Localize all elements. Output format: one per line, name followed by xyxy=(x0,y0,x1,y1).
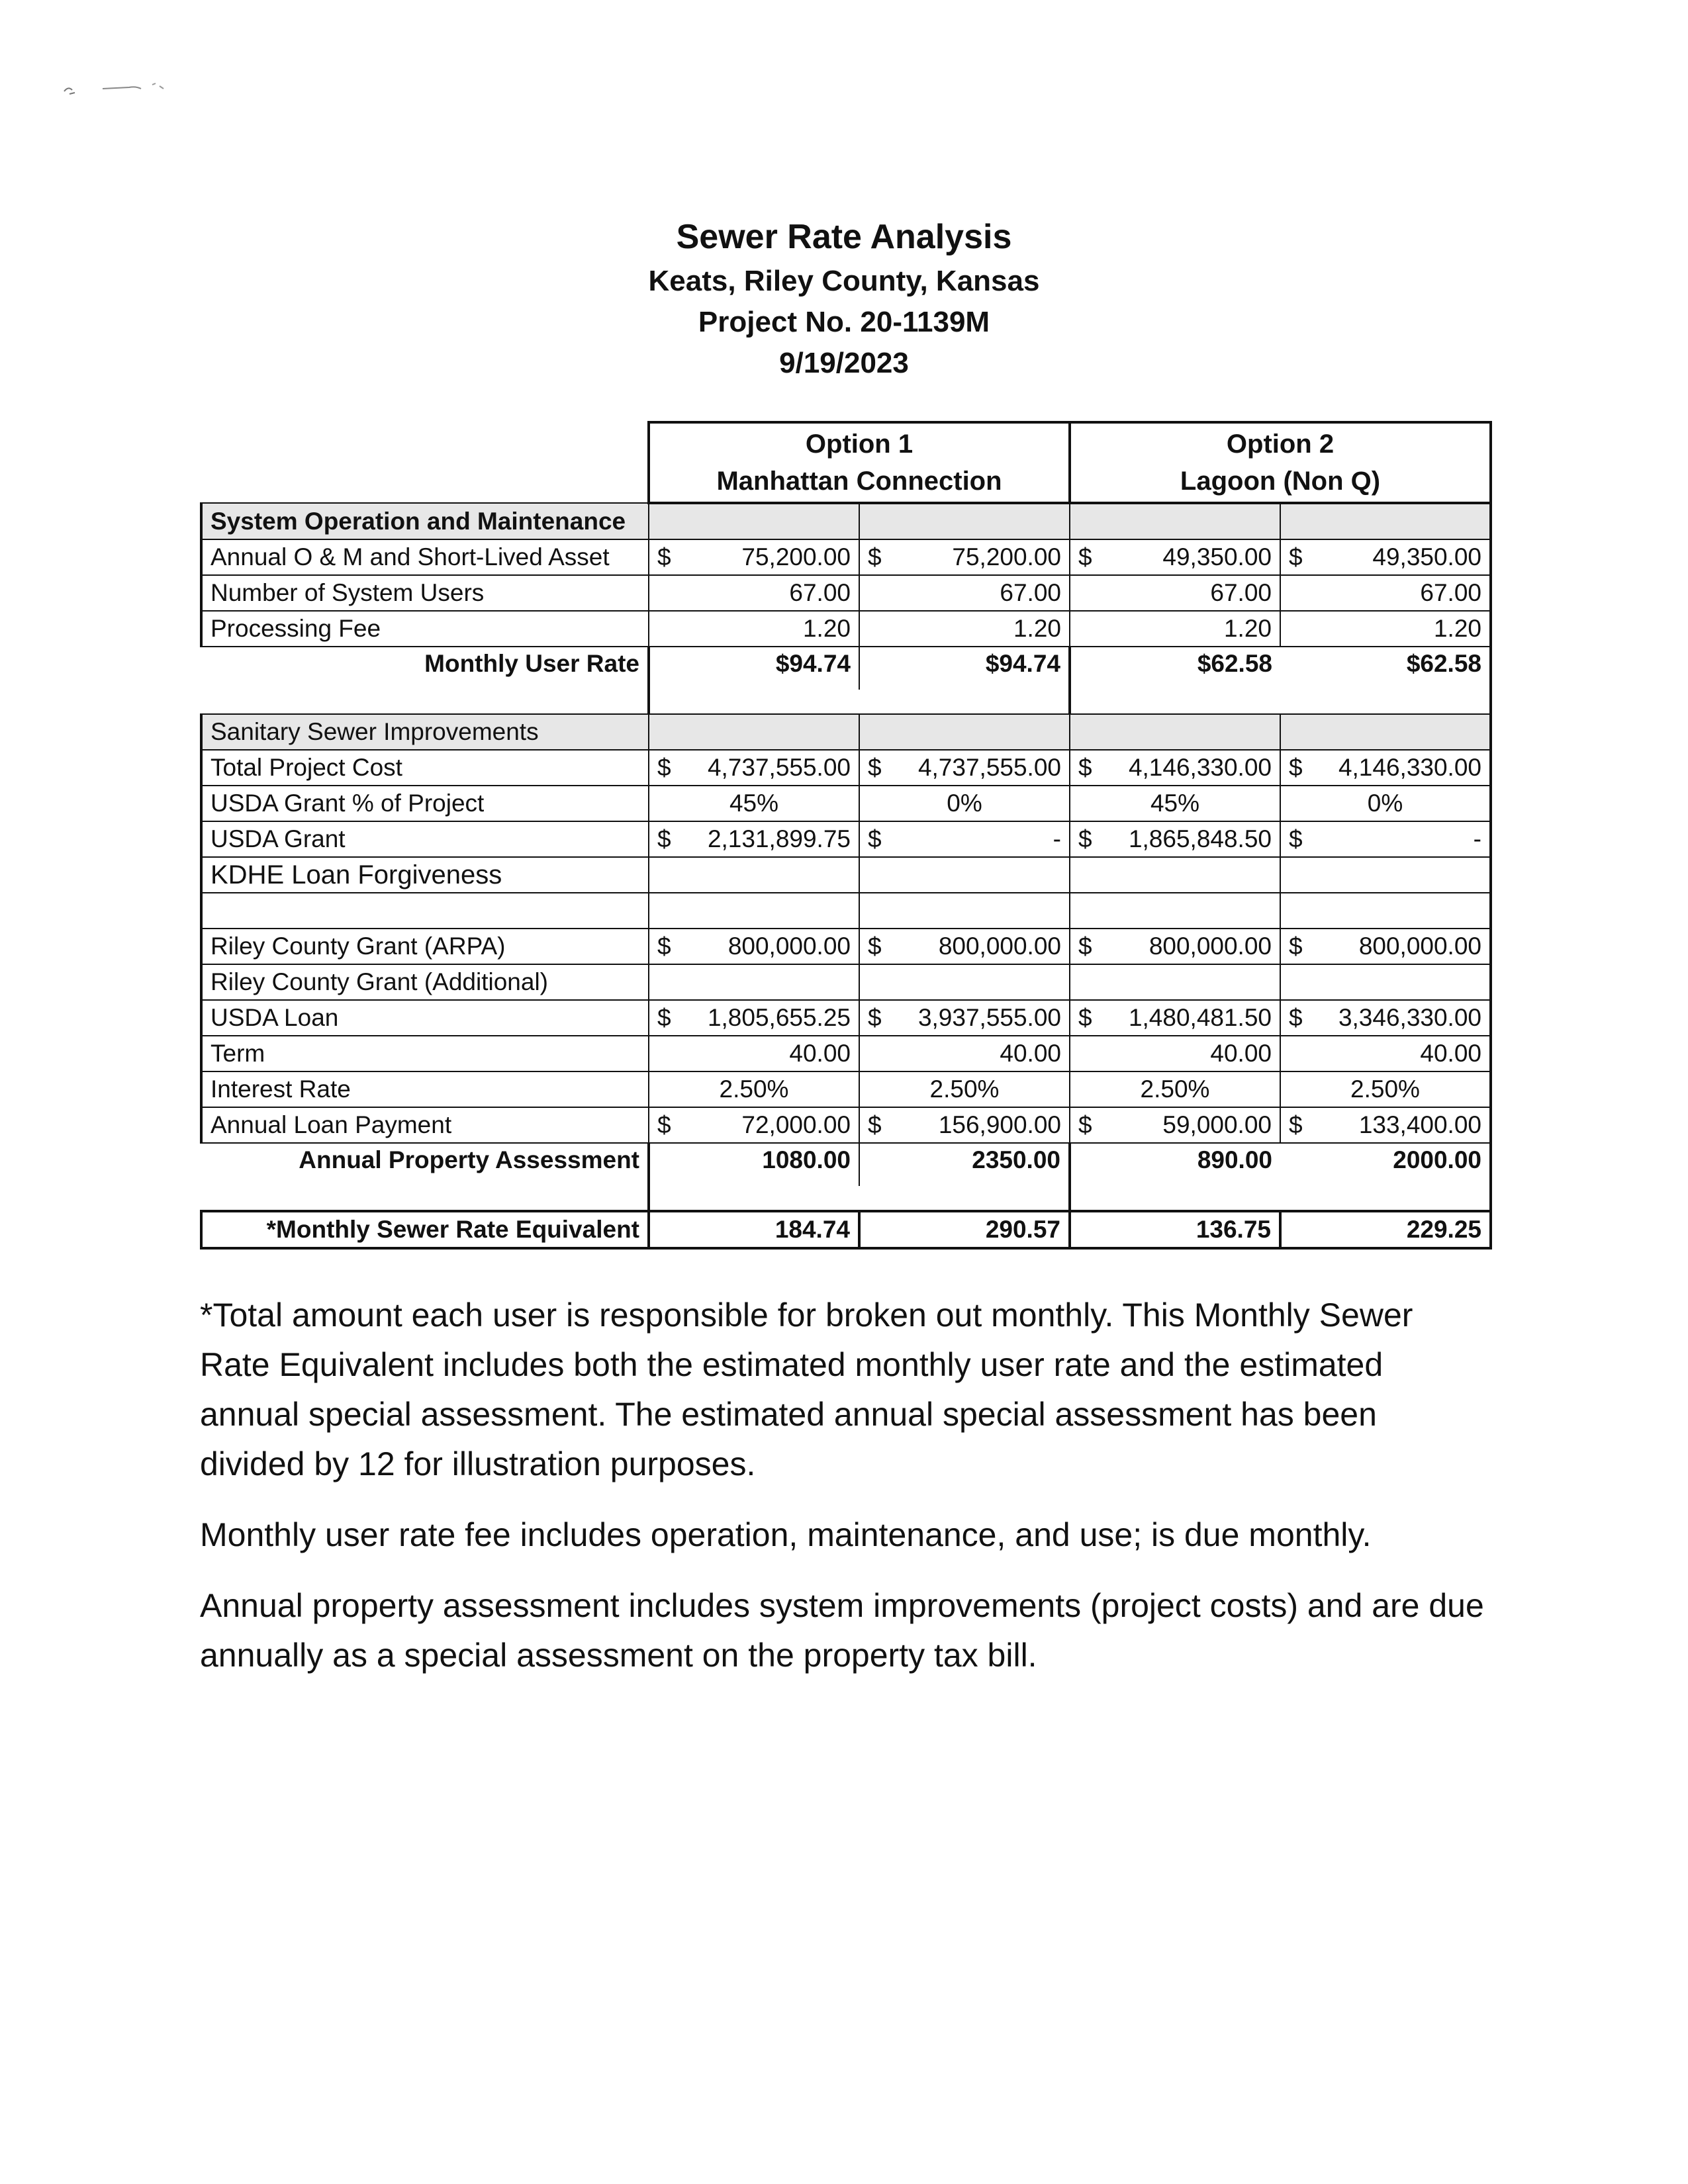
option-2-header xyxy=(1070,422,1491,503)
cell-equivalent-3: 136.75 xyxy=(1070,1211,1280,1248)
cell-term-4: 40.00 xyxy=(1280,1036,1491,1071)
row-label: Annual Loan Payment xyxy=(201,1107,649,1143)
cell-grant-pct-3: 45% xyxy=(1070,786,1280,821)
cell-users-2: 67.00 xyxy=(859,575,1070,611)
cell-assessment-1: 1080.00 xyxy=(649,1143,859,1186)
cell-arpa-3: $ 800,000.00 xyxy=(1070,929,1280,964)
footnote-user-rate: Monthly user rate fee includes operation, maintenance, and use; is due monthly. xyxy=(200,1516,1372,1553)
row-label: Riley County Grant (ARPA) xyxy=(201,929,649,964)
options-header-row xyxy=(201,422,1491,503)
document-title: Sewer Rate Analysis xyxy=(676,218,1012,256)
cell-payment-2: $ 156,900.00 xyxy=(859,1107,1070,1143)
om-fee-row xyxy=(201,611,1491,647)
option-2-label: Option 2 xyxy=(1226,430,1335,459)
cell-rate-1: 2.50% xyxy=(649,1071,859,1107)
cell-grant-2: $ - xyxy=(859,821,1070,857)
cell-rate-3: 2.50% xyxy=(1070,1071,1280,1107)
term-row xyxy=(201,1036,1491,1071)
row-label: Riley County Grant (Additional) xyxy=(201,964,649,1000)
row-label: USDA Loan xyxy=(201,1000,649,1036)
cell-term-2: 40.00 xyxy=(859,1036,1070,1071)
project-cost-row xyxy=(201,750,1491,786)
cell-grant-1: $ 2,131,899.75 xyxy=(649,821,859,857)
cell-fee-1: 1.20 xyxy=(649,611,859,647)
cell-arpa-2: $ 800,000.00 xyxy=(859,929,1070,964)
cell-annual-3: $ 49,350.00 xyxy=(1070,539,1280,575)
cell-rate-2: 2.50% xyxy=(859,1071,1070,1107)
cell-monthly-4: $62.58 xyxy=(1280,647,1491,690)
om-heading-row xyxy=(201,503,1491,539)
cell-payment-1: $ 72,000.00 xyxy=(649,1107,859,1143)
cell-payment-4: $ 133,400.00 xyxy=(1280,1107,1491,1143)
title-block xyxy=(0,213,1688,384)
cell-assessment-4: 2000.00 xyxy=(1280,1143,1491,1186)
option-2-name: Lagoon (Non Q) xyxy=(1180,467,1381,496)
cell-monthly-3: $62.58 xyxy=(1070,647,1280,690)
cell-monthly-1: $94.74 xyxy=(649,647,859,690)
cell-annual-4: $ 49,350.00 xyxy=(1280,539,1491,575)
cell-term-1: 40.00 xyxy=(649,1036,859,1071)
footnotes xyxy=(200,1291,1491,1702)
kdhe-row xyxy=(201,857,1491,893)
row-label: USDA Grant % of Project xyxy=(201,786,649,821)
cell-grant-pct-2: 0% xyxy=(859,786,1070,821)
usda-loan-row xyxy=(201,1000,1491,1036)
row-label: Monthly User Rate xyxy=(201,647,649,690)
row-label: Number of System Users xyxy=(201,575,649,611)
cell-loan-4: $ 3,346,330.00 xyxy=(1280,1000,1491,1036)
option-1-header xyxy=(649,422,1070,503)
arpa-row xyxy=(201,929,1491,964)
improvements-heading: Sanitary Sewer Improvements xyxy=(201,714,649,750)
footnote-equivalent: *Total amount each user is responsible for broken out monthly. This Monthly Sewer Rate Equivalent includes both the estimated monthly user rate and the estimated annual special assessment. The estimated annual special assessment has been divided by 12 for illustration purposes. xyxy=(200,1297,1413,1482)
cell-arpa-1: $ 800,000.00 xyxy=(649,929,859,964)
improvements-heading-row xyxy=(201,714,1491,750)
cell-fee-2: 1.20 xyxy=(859,611,1070,647)
cell-cost-4: $ 4,146,330.00 xyxy=(1280,750,1491,786)
cell-term-3: 40.00 xyxy=(1070,1036,1280,1071)
cell-loan-3: $ 1,480,481.50 xyxy=(1070,1000,1280,1036)
om-annual-row xyxy=(201,539,1491,575)
cell-equivalent-1: 184.74 xyxy=(649,1211,859,1248)
cell-payment-3: $ 59,000.00 xyxy=(1070,1107,1280,1143)
cell-monthly-2: $94.74 xyxy=(859,647,1070,690)
cell-arpa-4: $ 800,000.00 xyxy=(1280,929,1491,964)
cell-cost-2: $ 4,737,555.00 xyxy=(859,750,1070,786)
cell-assessment-2: 2350.00 xyxy=(859,1143,1070,1186)
grant-pct-row xyxy=(201,786,1491,821)
cell-rate-4: 2.50% xyxy=(1280,1071,1491,1107)
cell-users-3: 67.00 xyxy=(1070,575,1280,611)
scan-artifact-mark xyxy=(63,78,175,98)
cell-cost-1: $ 4,737,555.00 xyxy=(649,750,859,786)
cell-loan-2: $ 3,937,555.00 xyxy=(859,1000,1070,1036)
option-1-name: Manhattan Connection xyxy=(716,467,1002,496)
document-date: 9/19/2023 xyxy=(779,347,909,379)
interest-rate-row xyxy=(201,1071,1491,1107)
row-label: Total Project Cost xyxy=(201,750,649,786)
cell-annual-2: $ 75,200.00 xyxy=(859,539,1070,575)
monthly-sewer-equivalent-row xyxy=(201,1211,1491,1248)
row-label: KDHE Loan Forgiveness xyxy=(201,857,649,893)
cell-equivalent-2: 290.57 xyxy=(859,1211,1070,1248)
row-label: Annual Property Assessment xyxy=(201,1143,649,1186)
cell-users-1: 67.00 xyxy=(649,575,859,611)
option-1-label: Option 1 xyxy=(805,430,914,459)
cell-fee-3: 1.20 xyxy=(1070,611,1280,647)
additional-grant-row xyxy=(201,964,1491,1000)
monthly-user-rate-row xyxy=(201,647,1491,690)
cell-fee-4: 1.20 xyxy=(1280,611,1491,647)
footnote-assessment: Annual property assessment includes system improvements (project costs) and are due annually as a special assessment on the property tax bill. xyxy=(200,1587,1484,1674)
cell-users-4: 67.00 xyxy=(1280,575,1491,611)
cell-loan-1: $ 1,805,655.25 xyxy=(649,1000,859,1036)
cell-equivalent-4: 229.25 xyxy=(1280,1211,1491,1248)
cell-cost-3: $ 4,146,330.00 xyxy=(1070,750,1280,786)
rate-analysis-table xyxy=(200,421,1492,1250)
project-number: Project No. 20-1139M xyxy=(698,306,990,338)
om-heading: System Operation and Maintenance xyxy=(201,503,649,539)
loan-payment-row xyxy=(201,1107,1491,1143)
blank-row xyxy=(201,893,1491,929)
property-assessment-row xyxy=(201,1143,1491,1186)
grant-row xyxy=(201,821,1491,857)
row-label: USDA Grant xyxy=(201,821,649,857)
cell-grant-pct-1: 45% xyxy=(649,786,859,821)
cell-annual-1: $ 75,200.00 xyxy=(649,539,859,575)
row-label: Processing Fee xyxy=(201,611,649,647)
cell-grant-pct-4: 0% xyxy=(1280,786,1491,821)
cell-grant-4: $ - xyxy=(1280,821,1491,857)
row-label: Term xyxy=(201,1036,649,1071)
cell-grant-3: $ 1,865,848.50 xyxy=(1070,821,1280,857)
document-location: Keats, Riley County, Kansas xyxy=(648,265,1040,297)
cell-assessment-3: 890.00 xyxy=(1070,1143,1280,1186)
om-users-row xyxy=(201,575,1491,611)
row-label: *Monthly Sewer Rate Equivalent xyxy=(201,1211,649,1248)
row-label: Interest Rate xyxy=(201,1071,649,1107)
row-label: Annual O & M and Short-Lived Asset xyxy=(201,539,649,575)
